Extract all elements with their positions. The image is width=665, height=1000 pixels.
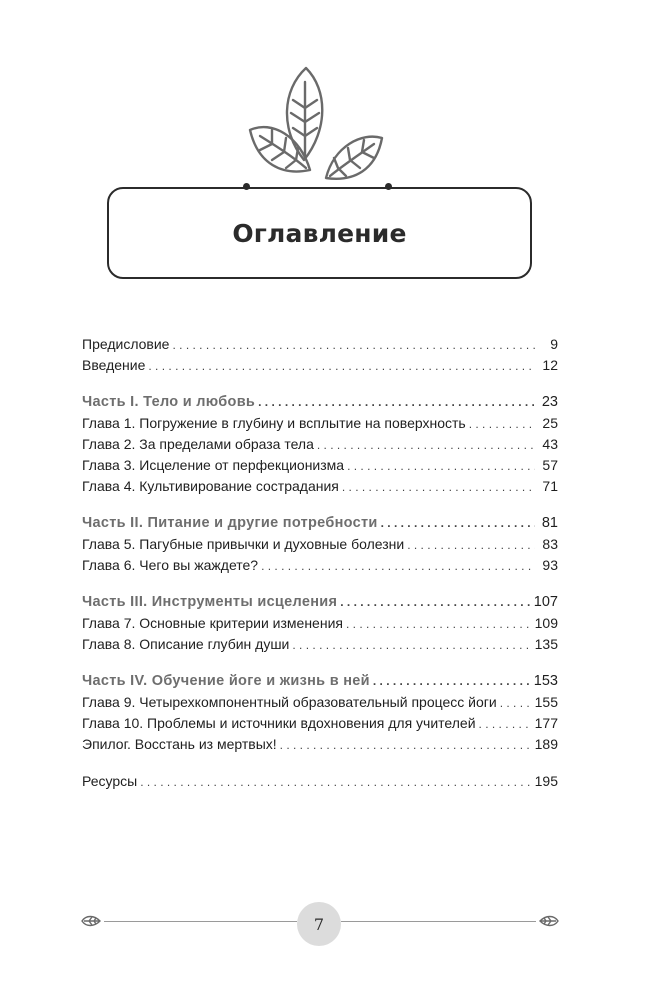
leaves-icon (242, 60, 402, 200)
toc-entry-label: Эпилог. Восстань из мертвых! (82, 736, 277, 752)
dot-leader (469, 417, 535, 431)
toc-entry[interactable] (82, 336, 558, 357)
toc-part-heading[interactable] (82, 394, 558, 415)
toc-entry[interactable] (82, 557, 558, 578)
toc-entry-label: Глава 9. Четырехкомпонентный образовательный процесс йоги (82, 694, 497, 710)
toc-entry[interactable] (82, 715, 558, 736)
footer-leaf-right-icon (538, 914, 560, 928)
toc-entry-label: Ресурсы (82, 773, 138, 789)
toc-entry[interactable] (82, 457, 558, 478)
dot-leader (500, 696, 532, 710)
toc-part-heading[interactable] (82, 673, 558, 694)
toc-entry-page: 189 (534, 736, 558, 752)
dot-leader (317, 438, 535, 452)
toc-entry-page: 25 (542, 415, 558, 431)
toc-entry[interactable] (82, 478, 558, 499)
footer-rule-right (341, 921, 536, 922)
page-number: 7 (297, 902, 341, 946)
dot-leader (347, 459, 535, 473)
dot-leader (280, 738, 532, 752)
dot-leader (261, 559, 535, 573)
toc-entry[interactable] (82, 736, 558, 757)
dot-leader (381, 516, 535, 530)
toc-entry-page: 177 (534, 715, 558, 731)
toc-entry-label: Глава 10. Проблемы и источники вдохновения для учителей (82, 715, 476, 731)
dot-leader (346, 617, 532, 631)
toc-entry-page: 93 (542, 557, 558, 573)
toc-entry[interactable] (82, 415, 558, 436)
toc-entry-label: Глава 6. Чего вы жаждете? (82, 557, 259, 573)
toc-entry-label: Глава 8. Описание глубин души (82, 636, 290, 652)
footer-rule-left (104, 921, 297, 922)
dot-leader (407, 538, 535, 552)
toc-entry-page: 195 (534, 773, 558, 789)
title-box (107, 187, 532, 279)
toc-entry-page: 135 (534, 636, 558, 652)
toc-part-label: Часть IV. Обучение йоге и жизнь в ней (82, 673, 370, 689)
toc-entry-label: Глава 5. Пагубные привычки и духовные болезни (82, 536, 405, 552)
toc-entry-page: 57 (542, 457, 558, 473)
toc-entry[interactable] (82, 436, 558, 457)
toc-entry-label: Введение (82, 357, 146, 373)
toc-part-page: 153 (533, 673, 558, 689)
toc-entry-label: Глава 2. За пределами образа тела (82, 436, 314, 452)
dot-leader (373, 674, 531, 688)
toc-part-page: 23 (541, 394, 558, 410)
table-of-contents (82, 336, 558, 794)
toc-entry[interactable] (82, 536, 558, 557)
toc-entry-label: Предисловие (82, 336, 170, 352)
footer-leaf-left-icon (80, 914, 102, 928)
toc-entry-page: 155 (534, 694, 558, 710)
toc-entry-label: Глава 3. Исцеление от перфекционизма (82, 457, 345, 473)
toc-entry-page: 12 (542, 357, 558, 373)
toc-entry[interactable] (82, 694, 558, 715)
toc-entry[interactable] (82, 357, 558, 378)
toc-part-heading[interactable] (82, 594, 558, 615)
toc-entry-page: 43 (542, 436, 558, 452)
dot-leader (342, 480, 535, 494)
toc-entry-label: Глава 7. Основные критерии изменения (82, 615, 343, 631)
toc-part-label: Часть III. Инструменты исцеления (82, 594, 338, 610)
toc-part-page: 107 (533, 594, 558, 610)
dot-leader (340, 595, 531, 609)
toc-entry[interactable] (82, 636, 558, 657)
toc-entry-page: 9 (550, 336, 558, 352)
toc-part-label: Часть II. Питание и другие потребности (82, 515, 378, 531)
toc-entry[interactable] (82, 773, 558, 794)
dot-leader (172, 338, 535, 352)
toc-part-label: Часть I. Тело и любовь (82, 394, 256, 410)
dot-leader (140, 775, 531, 789)
dot-leader (479, 717, 532, 731)
toc-entry-label: Глава 1. Погружение в глубину и всплытие на поверхность (82, 415, 466, 431)
toc-entry-page: 109 (534, 615, 558, 631)
toc-entry[interactable] (82, 615, 558, 636)
toc-entry-page: 71 (542, 478, 558, 494)
dot-leader (148, 359, 535, 373)
toc-entry-label: Глава 4. Культивирование сострадания (82, 478, 339, 494)
toc-part-heading[interactable] (82, 515, 558, 536)
dot-leader (292, 638, 531, 652)
dot-leader (258, 395, 535, 409)
toc-entry-page: 83 (542, 536, 558, 552)
page-title: Оглавление (232, 218, 407, 248)
toc-part-page: 81 (541, 515, 558, 531)
